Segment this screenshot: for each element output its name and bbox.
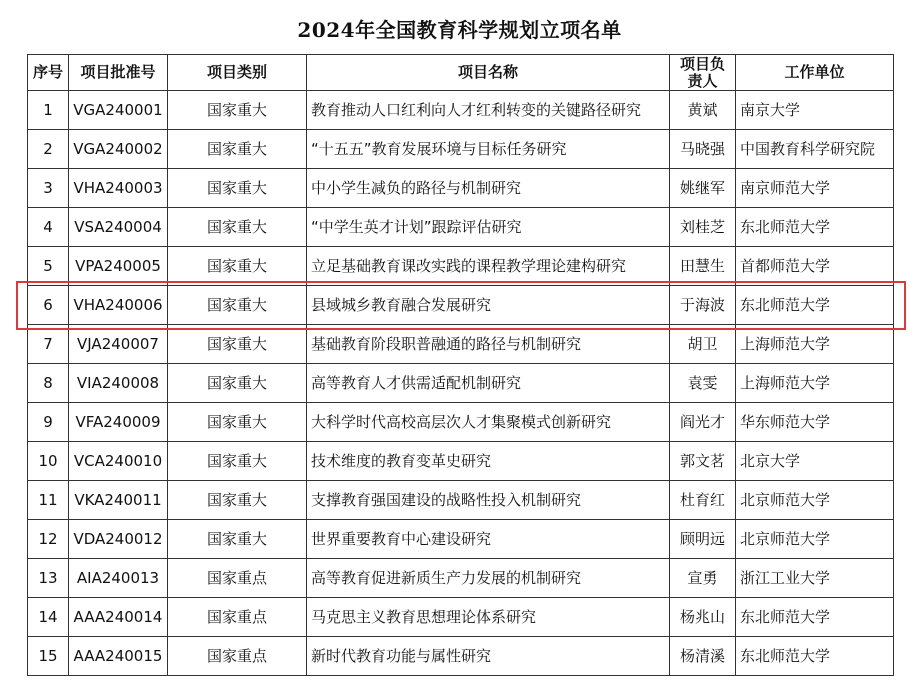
cell-name: 高等教育促进新质生产力发展的机制研究 (307, 559, 670, 598)
cell-unit: 华东师范大学 (736, 403, 894, 442)
cell-code: VJA240007 (69, 325, 168, 364)
table-row (28, 325, 894, 364)
cell-unit: 北京师范大学 (736, 481, 894, 520)
table-row (28, 208, 894, 247)
cell-seq: 2 (28, 130, 69, 169)
table-row (28, 637, 894, 676)
cell-leader: 杜育红 (670, 481, 736, 520)
cell-leader: 姚继军 (670, 169, 736, 208)
header-code: 项目批准号 (69, 55, 168, 91)
project-list-table (27, 54, 894, 676)
cell-seq: 7 (28, 325, 69, 364)
cell-leader: 杨清溪 (670, 637, 736, 676)
cell-code: VDA240012 (69, 520, 168, 559)
cell-category: 国家重大 (168, 247, 307, 286)
cell-code: VFA240009 (69, 403, 168, 442)
table-row (28, 520, 894, 559)
cell-name: 教育推动人口红利向人才红利转变的关键路径研究 (307, 91, 670, 130)
cell-code: AAA240014 (69, 598, 168, 637)
table-row (28, 91, 894, 130)
cell-unit: 东北师范大学 (736, 208, 894, 247)
cell-name: “中学生英才计划”跟踪评估研究 (307, 208, 670, 247)
cell-seq: 12 (28, 520, 69, 559)
cell-code: VGA240001 (69, 91, 168, 130)
cell-name: 大科学时代高校高层次人才集聚模式创新研究 (307, 403, 670, 442)
cell-name: 县域城乡教育融合发展研究 (307, 286, 670, 325)
cell-code: VKA240011 (69, 481, 168, 520)
cell-category: 国家重大 (168, 364, 307, 403)
cell-category: 国家重点 (168, 637, 307, 676)
header-leader: 项目负责人 (670, 55, 736, 91)
cell-leader: 于海波 (670, 286, 736, 325)
cell-leader: 阎光才 (670, 403, 736, 442)
table-row (28, 403, 894, 442)
cell-category: 国家重大 (168, 286, 307, 325)
cell-category: 国家重点 (168, 598, 307, 637)
cell-code: AIA240013 (69, 559, 168, 598)
header-seq: 序号 (28, 55, 69, 91)
cell-name: 中小学生减负的路径与机制研究 (307, 169, 670, 208)
table-row (28, 559, 894, 598)
table-row (28, 364, 894, 403)
cell-unit: 首都师范大学 (736, 247, 894, 286)
cell-category: 国家重大 (168, 208, 307, 247)
cell-unit: 东北师范大学 (736, 598, 894, 637)
cell-name: “十五五”教育发展环境与目标任务研究 (307, 130, 670, 169)
cell-seq: 11 (28, 481, 69, 520)
cell-code: AAA240015 (69, 637, 168, 676)
cell-unit: 南京大学 (736, 91, 894, 130)
table-row (28, 481, 894, 520)
cell-code: VHA240003 (69, 169, 168, 208)
cell-seq: 10 (28, 442, 69, 481)
cell-name: 基础教育阶段职普融通的路径与机制研究 (307, 325, 670, 364)
cell-seq: 1 (28, 91, 69, 130)
table-row (28, 286, 894, 325)
cell-unit: 中国教育科学研究院 (736, 130, 894, 169)
cell-code: VSA240004 (69, 208, 168, 247)
cell-seq: 13 (28, 559, 69, 598)
header-unit: 工作单位 (736, 55, 894, 91)
cell-leader: 杨兆山 (670, 598, 736, 637)
cell-leader: 黄斌 (670, 91, 736, 130)
cell-code: VGA240002 (69, 130, 168, 169)
cell-name: 马克思主义教育思想理论体系研究 (307, 598, 670, 637)
cell-leader: 袁雯 (670, 364, 736, 403)
table-row (28, 169, 894, 208)
cell-name: 立足基础教育课改实践的课程教学理论建构研究 (307, 247, 670, 286)
cell-name: 技术维度的教育变革史研究 (307, 442, 670, 481)
cell-seq: 8 (28, 364, 69, 403)
cell-name: 世界重要教育中心建设研究 (307, 520, 670, 559)
cell-category: 国家重大 (168, 442, 307, 481)
cell-seq: 15 (28, 637, 69, 676)
cell-unit: 浙江工业大学 (736, 559, 894, 598)
cell-unit: 东北师范大学 (736, 286, 894, 325)
table-row (28, 442, 894, 481)
cell-seq: 6 (28, 286, 69, 325)
cell-seq: 9 (28, 403, 69, 442)
cell-unit: 上海师范大学 (736, 325, 894, 364)
table-row (28, 247, 894, 286)
cell-name: 高等教育人才供需适配机制研究 (307, 364, 670, 403)
cell-name: 支撑教育强国建设的战略性投入机制研究 (307, 481, 670, 520)
cell-leader: 刘桂芝 (670, 208, 736, 247)
cell-leader: 田慧生 (670, 247, 736, 286)
table-header-row (28, 55, 894, 91)
cell-seq: 5 (28, 247, 69, 286)
cell-unit: 东北师范大学 (736, 637, 894, 676)
cell-leader: 郭文茗 (670, 442, 736, 481)
page-title: 2024年全国教育科学规划立项名单 (297, 18, 622, 42)
cell-seq: 4 (28, 208, 69, 247)
cell-seq: 14 (28, 598, 69, 637)
cell-code: VPA240005 (69, 247, 168, 286)
table-body (28, 91, 894, 676)
cell-code: VIA240008 (69, 364, 168, 403)
cell-leader: 胡卫 (670, 325, 736, 364)
cell-seq: 3 (28, 169, 69, 208)
cell-leader: 顾明远 (670, 520, 736, 559)
cell-category: 国家重大 (168, 325, 307, 364)
cell-unit: 北京师范大学 (736, 520, 894, 559)
cell-category: 国家重大 (168, 130, 307, 169)
cell-unit: 上海师范大学 (736, 364, 894, 403)
table-row (28, 598, 894, 637)
header-category: 项目类别 (168, 55, 307, 91)
header-name: 项目名称 (307, 55, 670, 91)
cell-code: VCA240010 (69, 442, 168, 481)
cell-unit: 北京大学 (736, 442, 894, 481)
cell-name: 新时代教育功能与属性研究 (307, 637, 670, 676)
cell-category: 国家重大 (168, 169, 307, 208)
cell-category: 国家重点 (168, 559, 307, 598)
cell-category: 国家重大 (168, 91, 307, 130)
cell-leader: 马晓强 (670, 130, 736, 169)
cell-category: 国家重大 (168, 403, 307, 442)
cell-code: VHA240006 (69, 286, 168, 325)
cell-category: 国家重大 (168, 520, 307, 559)
cell-unit: 南京师范大学 (736, 169, 894, 208)
table-row (28, 130, 894, 169)
cell-category: 国家重大 (168, 481, 307, 520)
cell-leader: 宣勇 (670, 559, 736, 598)
